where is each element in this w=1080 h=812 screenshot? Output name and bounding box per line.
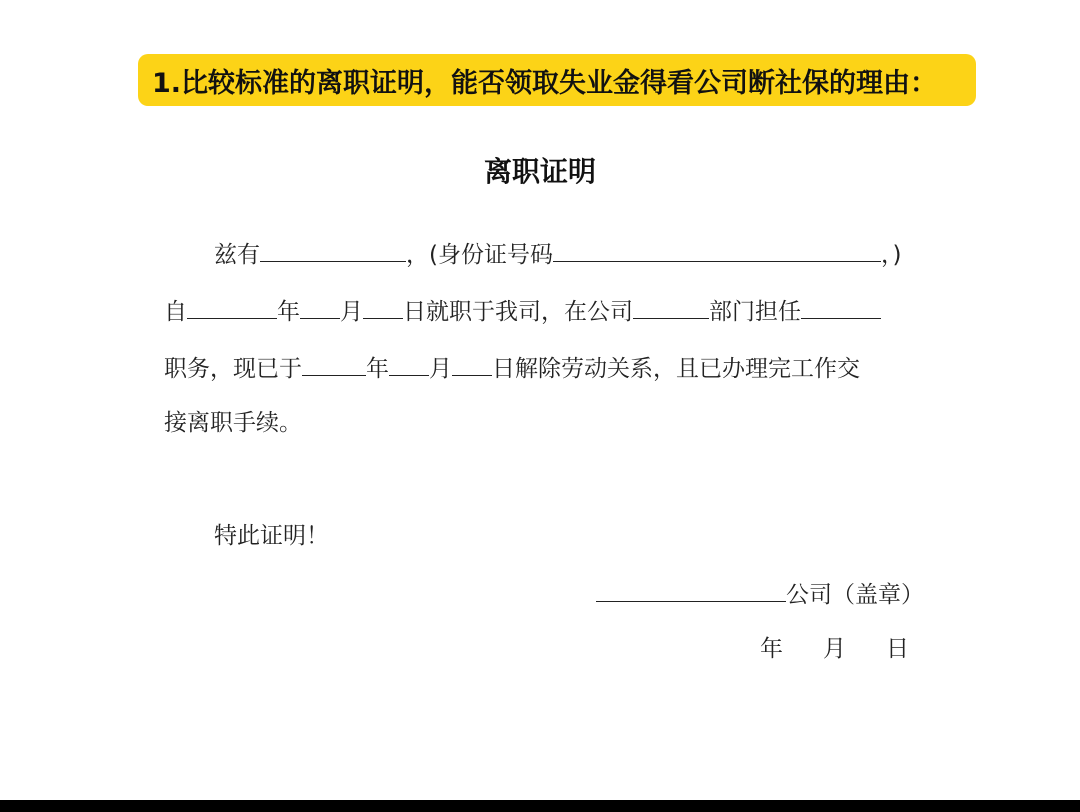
end-day-blank: [452, 351, 492, 376]
end-month-blank: [389, 351, 429, 376]
start-day-blank: [363, 294, 403, 319]
line1-prefix: 兹有: [214, 242, 260, 268]
start-month-blank: [300, 294, 340, 319]
date-day-label: 日: [886, 636, 909, 662]
line2-year: 年: [277, 299, 300, 325]
line2-start: 自: [164, 299, 187, 325]
line3-start: 职务，现已于: [164, 356, 302, 382]
name-blank: [260, 237, 406, 262]
end-year-blank: [302, 351, 366, 376]
heading-banner: [138, 54, 976, 106]
start-year-blank: [187, 294, 277, 319]
body-line-1: [214, 237, 901, 270]
line1-mid: ，(身份证号码: [406, 242, 553, 268]
line2-day-text: 日就职于我司，在公司: [403, 299, 633, 325]
department-blank: [633, 294, 709, 319]
line3-month: 月: [429, 356, 452, 382]
line2-dept: 部门担任: [709, 299, 801, 325]
document-title: 离职证明: [483, 155, 596, 188]
signature-date-line: [760, 634, 909, 664]
id-number-blank: [553, 237, 881, 262]
line1-suffix: ，): [880, 242, 902, 268]
closing-text: 特此证明！: [214, 523, 329, 549]
heading-text: 1.比较标准的离职证明，能否领取失业金得看公司断社保的理由：: [152, 67, 938, 99]
line3-year: 年: [366, 356, 389, 382]
line3-rest: 日解除劳动关系，且已办理完工作交: [492, 356, 860, 382]
body-line-4: 接离职手续。: [164, 410, 302, 436]
date-year-label: 年: [760, 636, 783, 662]
company-name-blank: [596, 577, 786, 602]
body-line-2: [164, 294, 881, 327]
company-stamp-label: 公司（盖章）: [786, 582, 924, 608]
date-month-label: 月: [823, 636, 846, 662]
position-blank: [801, 294, 881, 319]
company-stamp-line: [596, 577, 924, 610]
line2-month: 月: [340, 299, 363, 325]
body-line-3: [164, 351, 860, 384]
bottom-edge-bar: [0, 800, 1080, 812]
